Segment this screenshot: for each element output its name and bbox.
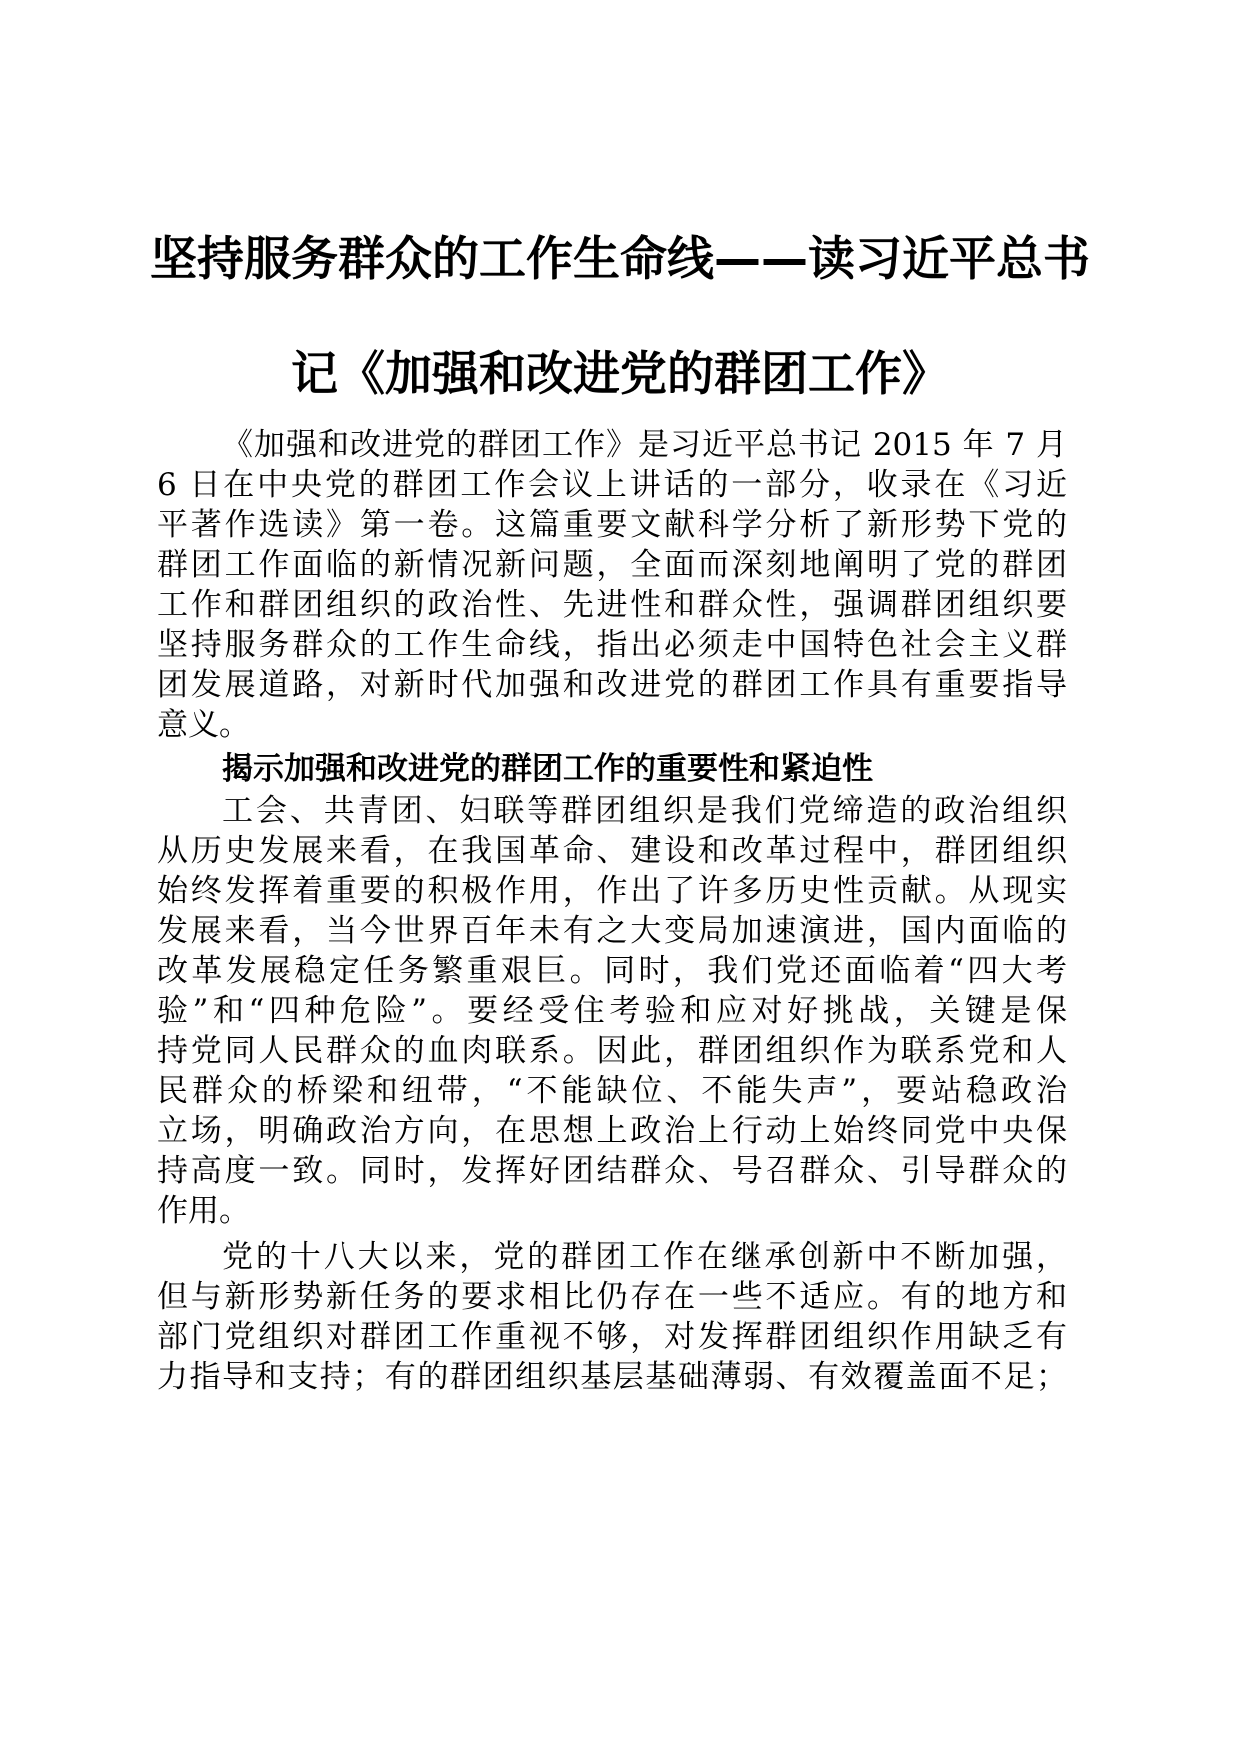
paragraph-3-line: 部门党组织对群团工作重视不够，对发挥群团组织作用缺乏有: [157, 1319, 1067, 1355]
paragraph-1-line: 坚持服务群众的工作生命线，指出必须走中国特色社会主义群: [157, 627, 1067, 663]
paragraph-2-line: 改革发展稳定任务繁重艰巨。同时，我们党还面临着“四大考: [157, 953, 1067, 989]
paragraph-2-line: 持党同人民群众的血肉联系。因此，群团组织作为联系党和人: [157, 1033, 1067, 1069]
paragraph-2-line: 立场，明确政治方向，在思想上政治上行动上始终同党中央保: [157, 1113, 1067, 1149]
paragraph-2-line: 工会、共青团、妇联等群团组织是我们党缔造的政治组织: [222, 793, 1067, 829]
paragraph-2-line: 始终发挥着重要的积极作用，作出了许多历史性贡献。从现实: [157, 873, 1067, 909]
paragraph-1-line: 群团工作面临的新情况新问题，全面而深刻地阐明了党的群团: [157, 547, 1067, 583]
paragraph-2-line: 验”和“四种危险”。要经受住考验和应对好挑战，关键是保: [157, 993, 1067, 1029]
paragraph-1-line: 平著作选读》第一卷。这篇重要文献科学分析了新形势下党的: [157, 507, 1067, 543]
section-heading: 揭示加强和改进党的群团工作的重要性和紧迫性: [222, 751, 873, 787]
paragraph-1-line: 团发展道路，对新时代加强和改进党的群团工作具有重要指导: [157, 667, 1067, 703]
document-title-line-2: 记《加强和改进党的群团工作》: [291, 347, 949, 402]
document-title-line-1: 坚持服务群众的工作生命线——读习近平总书: [150, 232, 1090, 287]
paragraph-2-line: 发展来看，当今世界百年未有之大变局加速演进，国内面临的: [157, 913, 1067, 949]
paragraph-1-line: 工作和群团组织的政治性、先进性和群众性，强调群团组织要: [157, 587, 1067, 623]
paragraph-3-line: 力指导和支持；有的群团组织基层基础薄弱、有效覆盖面不足；: [157, 1359, 1067, 1395]
paragraph-2-line: 作用。: [157, 1193, 250, 1229]
paragraph-1-line: 意义。: [157, 707, 250, 743]
paragraph-3-line: 但与新形势新任务的要求相比仍存在一些不适应。有的地方和: [157, 1279, 1067, 1315]
paragraph-1-line: 《加强和改进党的群团工作》是习近平总书记 2015 年 7 月: [222, 427, 1067, 463]
paragraph-2-line: 民群众的桥梁和纽带，“不能缺位、不能失声”，要站稳政治: [157, 1073, 1067, 1109]
paragraph-2-line: 持高度一致。同时，发挥好团结群众、号召群众、引导群众的: [157, 1153, 1067, 1189]
paragraph-3-line: 党的十八大以来，党的群团工作在继承创新中不断加强，: [222, 1239, 1067, 1275]
paragraph-1-line: 6 日在中央党的群团工作会议上讲话的一部分，收录在《习近: [157, 467, 1067, 503]
paragraph-2-line: 从历史发展来看，在我国革命、建设和改革过程中，群团组织: [157, 833, 1067, 869]
